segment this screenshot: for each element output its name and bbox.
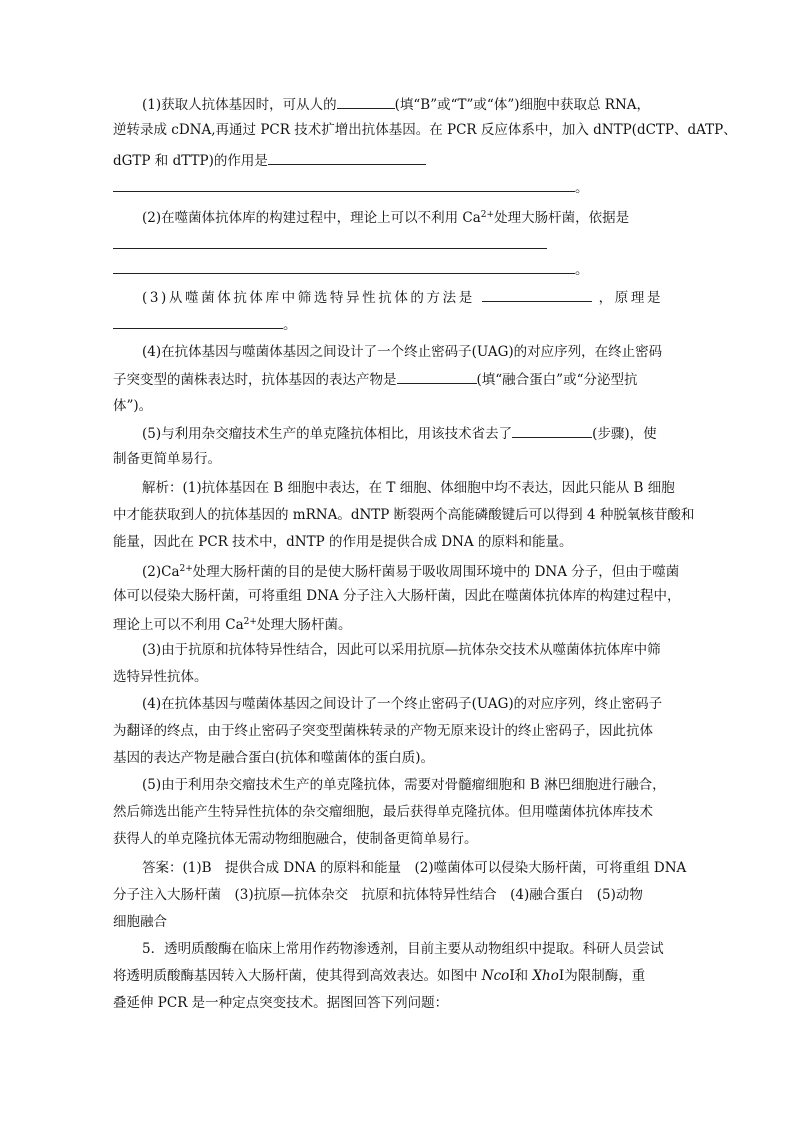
enzyme-nco-label: Nco [481,968,510,984]
q4-text-a: 子突变型的菌株表达时，抗体基因的表达产物是 [113,372,397,388]
q3-blank-method[interactable] [482,287,592,302]
analysis-p4-line-3: 基因的表达产物是融合蛋白(抗体和噬菌体的蛋白质)。 [113,750,435,766]
analysis-p2-text-c: 理论上可以不利用 Ca [113,617,244,633]
q3-text-b: ，原理是 [598,290,664,306]
analysis-p2-text-d: 处理大肠杆菌。 [256,617,352,633]
q3-blank-principle[interactable] [113,314,283,329]
analysis-p3-line-1: (3)由于抗原和抗体特异性结合，因此可以采用抗原—抗体杂交技术从噬菌体抗体库中筛 [142,642,661,658]
q5-blank-step[interactable] [512,423,592,438]
q1-line-2: 逆转录成 cDNA,再通过 PCR 技术扩增出抗体基因。在 PCR 反应体系中，加入 dNTP(dCTP、dATP、 [113,122,737,138]
q-next-text-b: Ⅰ和 [509,968,533,984]
analysis-p2-superscript-2: 2+ [243,617,257,627]
q5-text-a: (5)与利用杂交瘤技术生产的单克隆抗体相比，用该技术省去了 [142,426,513,442]
q2-line-1 [142,205,742,228]
q5-text-b: (步骤)，使 [592,426,657,442]
q5-line-2: 制备更简单易行。 [113,451,221,467]
enzyme-xho-label: Xho [532,968,559,984]
analysis-p2-text-b: 处理大肠杆菌的目的是使大肠杆菌易于吸收周围环境中的 DNA 分子，但由于噬菌 [192,564,680,580]
q1-end-mark: 。 [575,180,589,196]
q1-text-a: (1)获取人抗体基因时，可从人的 [142,97,337,113]
answer-line-1: 答案：(1)B 提供合成 DNA 的原料和能量 (2)噬菌体可以侵染大肠杆菌，可将重组 DNA [142,860,687,876]
answer-line-2: 分子注入大肠杆菌 (3)抗原—抗体杂交 抗原和抗体特异性结合 (4)融合蛋白 (5)动物 [113,887,643,903]
q1-line-1 [142,94,742,115]
q5-line-1 [142,423,742,444]
analysis-p1-line-1: 解析：(1)抗体基因在 B 细胞中表达，在 T 细胞、体细胞中均不表达，因此只能从 B 细胞 [142,480,675,496]
q2-blank-reason-1[interactable] [113,234,547,249]
analysis-p4-line-2: 为翻译的终点，由于终止密码子突变型菌株转录的产物无原来设计的终止密码子，因此抗体 [113,723,653,739]
q4-line-2 [113,369,713,390]
q3-text-a: (3)从噬菌体抗体库中筛选特异性抗体的方法是 [142,290,475,306]
q1-text-c: dGTP 和 dTTP)的作用是 [113,153,268,169]
q-next-line-1: 5．透明质酸酶在临床上常用作药物渗透剂，目前主要从动物组织中提取。科研人员尝试 [142,941,664,957]
q-next-text-c: Ⅰ为限制酶，重 [558,968,646,984]
q3-line-1 [142,287,742,308]
answer-line-3: 细胞融合 [113,914,167,930]
q1-blank-cell-type[interactable] [337,94,395,109]
analysis-p2-line-1 [142,559,742,582]
analysis-p3-line-2: 选特异性抗体。 [113,669,208,685]
analysis-p5-line-1: (5)由于利用杂交瘤技术生产的单克隆抗体，需要对骨髓瘤细胞和 B 淋巴细胞进行融合， [142,777,666,793]
q4-line-1: (4)在抗体基因与噬菌体基因之间设计了一个终止密码子(UAG)的对应序列，在终止密码 [142,344,663,360]
analysis-p5-line-3: 获得人的单克隆抗体无需动物细胞融合，使制备更简单易行。 [113,831,478,847]
q1-line-3 [113,150,713,171]
q4-blank-product[interactable] [397,369,477,384]
q2-line-2 [113,234,713,255]
q1-text-b: (填“B”或“T”或“体”)细胞中获取总 RNA， [394,97,651,113]
analysis-p4-line-1: (4)在抗体基因与噬菌体基因之间设计了一个终止密码子(UAG)的对应序列，终止密码子 [142,696,663,712]
analysis-p2-superscript: 2+ [179,564,193,574]
q2-superscript: 2+ [480,210,495,220]
q2-end-mark: 。 [575,262,589,278]
q4-line-3: 体”)。 [113,398,153,414]
analysis-p2-line-3 [113,612,713,635]
analysis-p2-text-a: (2)Ca [142,564,180,580]
q4-text-b: (填“融合蛋白”或“分泌型抗 [476,372,638,388]
q2-text-a: (2)在噬菌体抗体库的构建过程中，理论上可以不利用 Ca [142,210,481,226]
q-next-text-a: 将透明质酸酶基因转入大肠杆菌，使其得到高效表达。如图中 [113,968,482,984]
q1-line-4 [113,177,713,198]
q1-blank-dntp-role[interactable] [268,150,426,165]
analysis-p1-line-3: 能量，因此在 PCR 技术中，dNTP 的作用是提供合成 DNA 的原料和能量。 [113,534,573,550]
q-next-line-3: 叠延伸 PCR 是一种定点突变技术。据图回答下列问题： [113,995,449,1011]
q2-line-3 [113,259,713,280]
q2-blank-reason-2[interactable] [113,259,575,274]
analysis-p5-line-2: 然后筛选出能产生特异性抗体的杂交瘤细胞，最后获得单克隆抗体。但用噬菌体抗体库技术 [113,804,653,820]
q1-blank-continued[interactable] [113,177,575,192]
q3-end-mark: 。 [283,317,297,333]
q2-text-b: 处理大肠杆菌，依据是 [494,210,630,226]
q3-line-2 [113,314,713,335]
analysis-p2-line-2: 体可以侵染大肠杆菌，可将重组 DNA 分子注入大肠杆菌，因此在噬菌体抗体库的构建过程中， [113,588,681,604]
q-next-line-2 [113,966,713,986]
analysis-p1-line-2: 中才能获取到人的抗体基因的 mRNA。dNTP 断裂两个高能磷酸键后可以得到 4 种脱氧核苷酸和 [113,507,695,523]
